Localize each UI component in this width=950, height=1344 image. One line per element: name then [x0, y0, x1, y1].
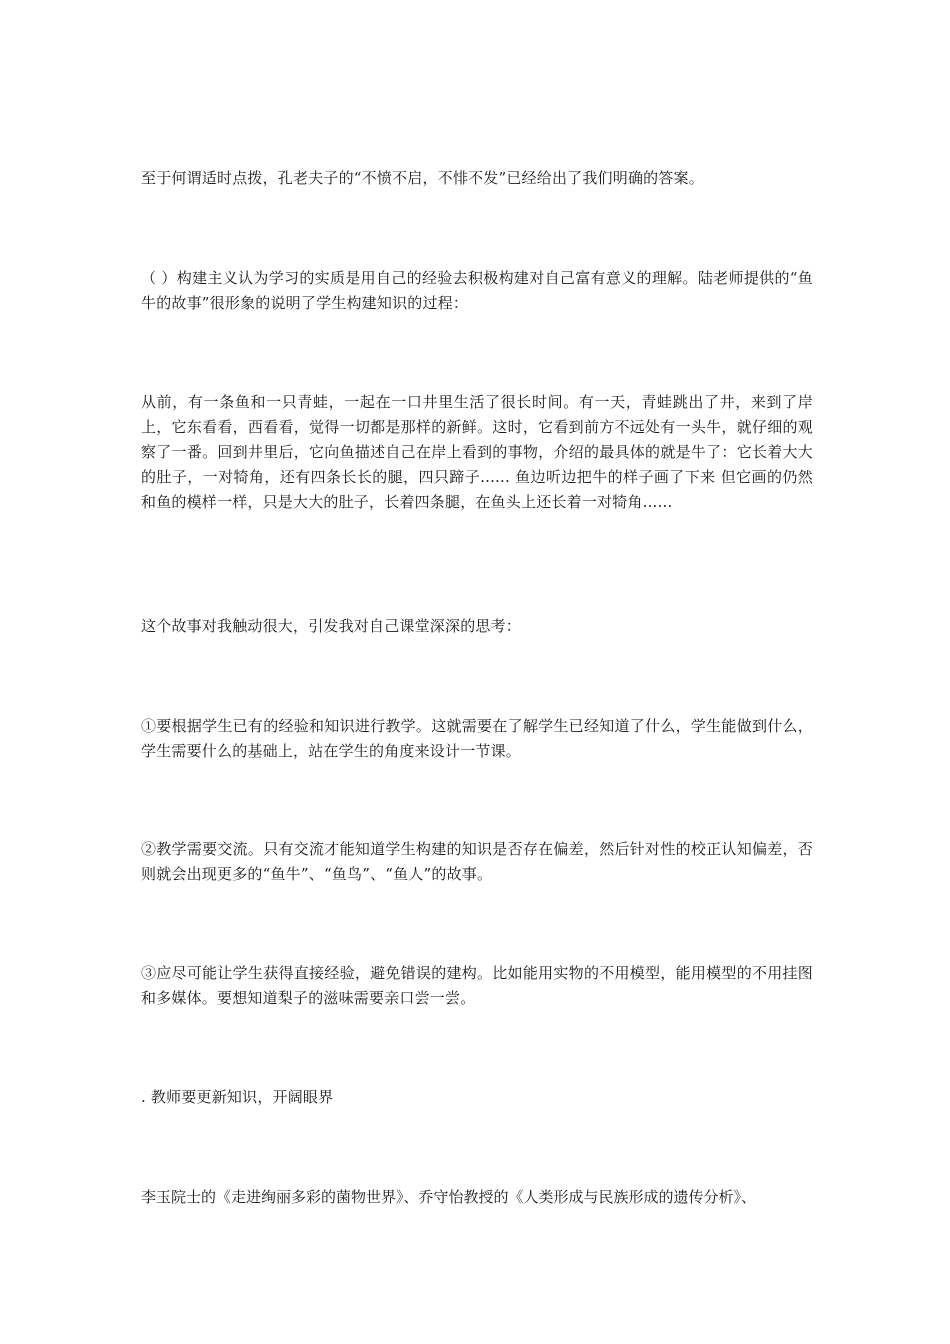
- section-heading-update-knowledge: . 教师要更新知识，开阔眼界: [141, 1088, 334, 1106]
- paragraph-timely-guidance: 至于何谓适时点拨，孔老夫子的“不愤不启，不悱不发”已经给出了我们明确的答案。: [141, 169, 704, 187]
- paragraph-lectures: 李玉院士的《走进绚丽多彩的菌物世界》、乔守怡教授的《人类形成与民族形成的遗传分析》、: [141, 1188, 757, 1206]
- paragraph-fish-cow-story: 从前，有一条鱼和一只青蛙，一起在一口井里生活了很长时间。有一天，青蛙跳出了井，来到了岸上，它东看看，西看看，觉得一切都是那样的新鲜。这时，它看到前方不远处有一头牛，就仔细的观察了一番。回到井里后，它向鱼描述自己在岸上看到的事物，介绍的最具体的就是牛了：它长着大大的肚子，一对犄角，还有四条长长的腿，四只蹄子...... 鱼边听边把牛的样子画了下来 但它画的仍然和鱼的模样一样，只是大大的肚子，长着四条腿，在鱼头上还长着一对犄角......: [141, 393, 813, 511]
- paragraph-point-3: ③应尽可能让学生获得直接经验，避免错误的建构。比如能用实物的不用模型，能用模型的不用挂图和多媒体。要想知道梨子的滋味需要亲口尝一尝。: [141, 964, 813, 1007]
- paragraph-constructivism: （ ）构建主义认为学习的实质是用自己的经验去积极构建对自己富有意义的理解。陆老师提供的“鱼牛的故事”很形象的说明了学生构建知识的过程：: [141, 269, 813, 312]
- paragraph-reflection-intro: 这个故事对我触动很大，引发我对自己课堂深深的思考：: [141, 617, 522, 635]
- paragraph-point-1: ①要根据学生已有的经验和知识进行教学。这就需要在了解学生已经知道了什么，学生能做到什么，学生需要什么的基础上，站在学生的角度来设计一节课。: [141, 717, 813, 760]
- paragraph-point-2: ②教学需要交流。只有交流才能知道学生构建的知识是否存在偏差，然后针对性的校正认知偏差，否则就会出现更多的“鱼牛”、“鱼鸟”、“鱼人”的故事。: [141, 840, 813, 883]
